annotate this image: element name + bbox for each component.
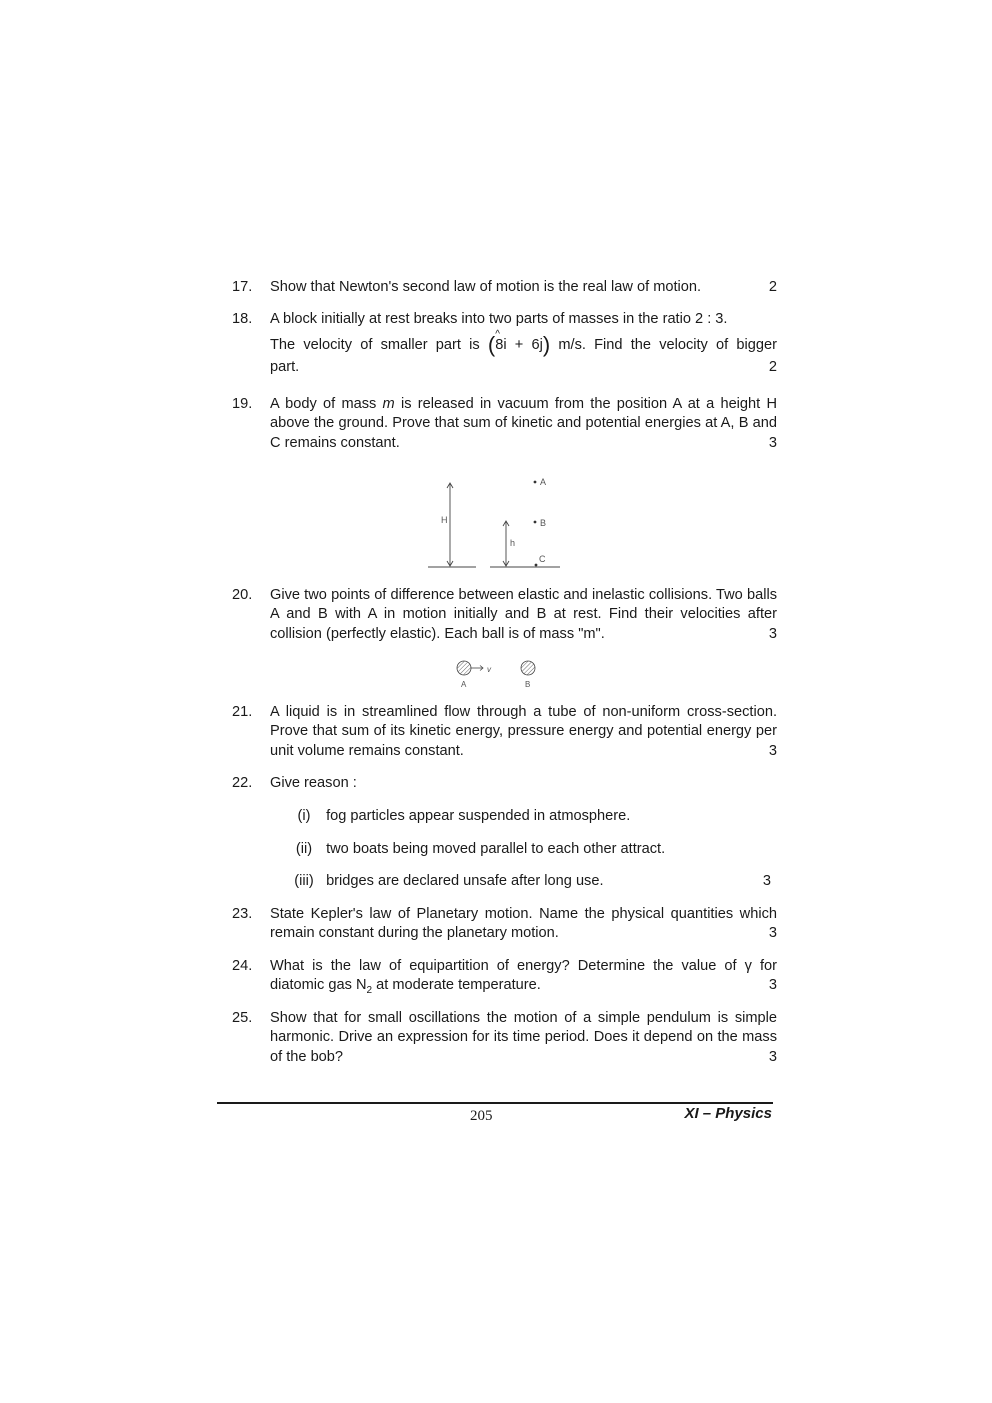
page-number: 205 xyxy=(470,1108,493,1124)
question-text-line2 xyxy=(270,332,777,358)
ball-A xyxy=(457,661,471,675)
question-text-line3 xyxy=(270,358,777,377)
question-17 xyxy=(232,278,777,297)
marks: 3 xyxy=(768,625,777,642)
item-text: two boats being moved parallel to each other attract. xyxy=(326,841,666,857)
point-B-dot xyxy=(534,521,537,524)
question-25 xyxy=(232,1009,777,1067)
question-text: State Kepler's law of Planetary motion. Name the physical quantities which remain constant during the planetary motion. xyxy=(270,906,777,942)
question-text-post: at moderate temperature. xyxy=(372,977,541,994)
question-number: 18. xyxy=(232,311,253,327)
label-A: A xyxy=(540,477,547,487)
label-h: h xyxy=(510,538,516,548)
ball-B xyxy=(521,661,535,675)
question-text: A liquid is in streamlined flow through a tube of non-uniform cross-section. Prove that sum of its kinetic energy, pressure energy and potential energy per unit volume remains constant. xyxy=(270,704,777,759)
question-19 xyxy=(232,395,777,453)
item-numeral: (iii) xyxy=(294,873,314,889)
marks: 3 xyxy=(768,434,777,451)
vector-i: 8i ^ xyxy=(495,336,506,355)
falling-body-diagram xyxy=(420,470,570,572)
line2-start: The velocity of smaller part is xyxy=(270,337,480,354)
question-text: Show that for small oscillations the motion of a simple pendulum is simple harmonic. Drive an expression for its time period. Does it depend on the mass of the bob? xyxy=(270,1010,777,1065)
item-text: bridges are declared unsafe after long use. xyxy=(326,873,604,889)
question-text-line1: A block initially at rest breaks into two parts of masses in the ratio 2 : 3. xyxy=(270,311,728,327)
label-B: B xyxy=(525,680,531,689)
label-v: v xyxy=(487,665,491,674)
question-18 xyxy=(232,310,777,377)
question-number: 24. xyxy=(232,958,253,974)
line2-end: m/s. Find the velocity of bigger xyxy=(558,337,777,354)
label-H: H xyxy=(441,515,448,525)
question-text: Give reason : xyxy=(270,775,357,791)
reason-item-1 xyxy=(286,807,777,826)
question-text-post: is released in vacuum from the position A at a height H above the ground. Prove that sum of kinetic and potential energies at A, B and C remains constant. xyxy=(270,396,777,451)
question-22 xyxy=(232,774,777,793)
question-number: 19. xyxy=(232,396,253,412)
label-C: C xyxy=(539,554,546,564)
reason-item-2 xyxy=(286,840,777,859)
question-24 xyxy=(232,957,777,1001)
gamma-symbol: γ xyxy=(744,958,752,974)
marks: 3 xyxy=(768,925,777,942)
collision-balls-diagram xyxy=(448,656,548,690)
question-21 xyxy=(232,703,777,761)
question-text-pre: A body of mass xyxy=(270,396,383,412)
marks: 3 xyxy=(768,1048,777,1065)
vector-j: + 6j xyxy=(514,337,543,354)
question-text: Give two points of difference between elastic and inelastic collisions. Two balls A and B with A in motion initially and B at rest. Find their velocities after collision (perfectly elastic). Each ball is of mass "m". xyxy=(270,587,777,642)
marks: 3 xyxy=(762,873,771,889)
subject-title: XI – Physics xyxy=(684,1105,772,1122)
footer-rule xyxy=(217,1102,773,1104)
item-numeral: (ii) xyxy=(295,841,313,857)
label-A: A xyxy=(461,680,467,689)
question-text-pre: What is the law of equipartition of energy? Determine the value of xyxy=(270,958,745,974)
close-paren: ) xyxy=(542,332,551,358)
label-B: B xyxy=(540,518,547,528)
question-20 xyxy=(232,586,777,644)
subscript-2: 2 xyxy=(366,985,373,997)
marks: 3 xyxy=(768,742,777,759)
item-text: fog particles appear suspended in atmosphere. xyxy=(326,808,631,824)
item-numeral: (i) xyxy=(297,808,311,824)
question-number: 20. xyxy=(232,587,253,603)
question-number: 22. xyxy=(232,775,253,791)
question-number: 23. xyxy=(232,906,253,922)
marks: 2 xyxy=(768,358,777,375)
marks: 2 xyxy=(768,279,777,295)
question-23 xyxy=(232,905,777,944)
question-number: 25. xyxy=(232,1010,253,1026)
question-text-mid: for diatomic gas N xyxy=(270,958,778,994)
point-A-dot xyxy=(534,481,537,484)
mass-symbol: m xyxy=(382,396,395,412)
question-number: 21. xyxy=(232,704,253,720)
marks: 3 xyxy=(768,977,777,994)
question-text: Show that Newton's second law of motion is the real law of motion. xyxy=(270,279,702,295)
open-paren: ( xyxy=(487,332,496,358)
question-number: 17. xyxy=(232,279,253,295)
line3-text: part. xyxy=(270,358,300,375)
reason-item-3 xyxy=(286,872,777,891)
point-C-dot xyxy=(535,564,538,567)
